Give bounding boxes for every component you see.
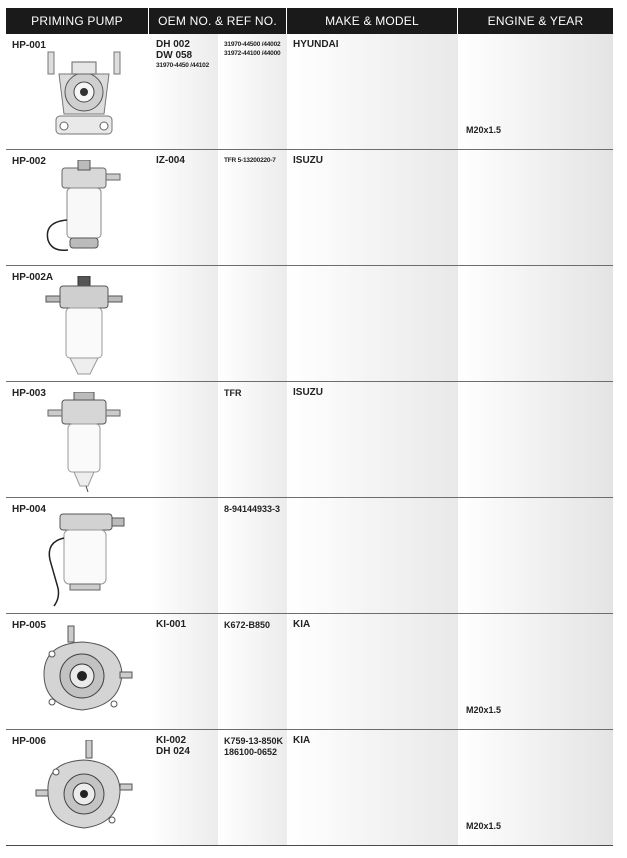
ref-number: K672-B850 (224, 620, 271, 630)
ref-cell (218, 498, 287, 613)
engine-cell (458, 498, 613, 613)
table-row (6, 498, 613, 614)
priming-pump-image (34, 624, 134, 724)
make-cell: HYUNDAI (287, 34, 458, 149)
ref-number: TFR (224, 388, 242, 398)
oem-cell (149, 614, 218, 729)
part-code: HP-006 (12, 736, 46, 747)
engine-cell (458, 266, 613, 381)
priming-pump-image (34, 508, 134, 608)
oem-number: DH 002 (156, 39, 190, 50)
ref-number: 8-94144933-3 (224, 504, 281, 514)
ref-cell (218, 150, 287, 265)
table-row (6, 266, 613, 382)
part-code: HP-002 (12, 156, 46, 167)
pump-cell (6, 266, 149, 381)
oem-number: IZ-004 (156, 155, 185, 166)
table-row (6, 614, 613, 730)
ref-number: TFR 5-13200220-7 (224, 157, 276, 164)
engine-cell (458, 730, 613, 845)
pump-cell (6, 498, 149, 613)
make-cell: KIA (287, 730, 458, 845)
ref-cell (218, 382, 287, 497)
parts-table (6, 8, 613, 846)
engine-cell (458, 150, 613, 265)
header-priming-pump: PRIMING PUMP (6, 8, 149, 34)
oem-cell (149, 150, 218, 265)
priming-pump-image (34, 160, 134, 260)
engine-spec: M20x1.5 (466, 705, 502, 715)
engine-cell (458, 382, 613, 497)
priming-pump-image (34, 740, 134, 840)
oem-cell (149, 498, 218, 613)
engine-spec: M20x1.5 (466, 125, 502, 135)
make-cell (287, 498, 458, 613)
table-header (6, 8, 613, 34)
ref-cell (218, 266, 287, 381)
part-code: HP-002A (12, 272, 54, 283)
part-code: HP-004 (12, 504, 46, 515)
oem-number: DH 024 (156, 746, 190, 757)
part-code: HP-005 (12, 620, 46, 631)
ref-cell (218, 730, 287, 845)
part-code: HP-003 (12, 388, 46, 399)
make-cell: KIA (287, 614, 458, 729)
table-row (6, 150, 613, 266)
engine-spec: M20x1.5 (466, 821, 502, 831)
ref-number: 186100-0652 (224, 747, 278, 757)
header-make-model: MAKE & MODEL (287, 8, 458, 34)
make-cell (287, 266, 458, 381)
priming-pump-image (34, 392, 134, 492)
pump-cell (6, 34, 149, 149)
engine-cell (458, 614, 613, 729)
table-row (6, 730, 613, 846)
table-row (6, 382, 613, 498)
ref-cell (218, 614, 287, 729)
engine-cell (458, 34, 613, 149)
oem-number: 31970-4450 /44102 (156, 62, 209, 69)
oem-number: DW 058 (156, 50, 193, 61)
table-row (6, 34, 613, 150)
pump-cell (6, 382, 149, 497)
pump-cell (6, 614, 149, 729)
ref-number: K759-13-850K (224, 736, 284, 746)
header-oem-ref: OEM NO. & REF NO. (149, 8, 287, 34)
ref-cell (218, 34, 287, 149)
oem-cell (149, 34, 218, 149)
oem-cell (149, 266, 218, 381)
priming-pump-image (34, 276, 134, 376)
header-engine-year: ENGINE & YEAR (487, 14, 584, 28)
pump-cell (6, 730, 149, 845)
ref-number: 31970-44500 /44002 (224, 41, 281, 48)
oem-cell (149, 382, 218, 497)
make-cell: ISUZU (287, 150, 458, 265)
ref-number: 31972-44100 /44000 (224, 50, 281, 57)
pump-cell (6, 150, 149, 265)
oem-cell (149, 730, 218, 845)
oem-number: KI-001 (156, 619, 187, 630)
make-cell: ISUZU (287, 382, 458, 497)
oem-number: KI-002 (156, 735, 187, 746)
priming-pump-image (34, 44, 134, 144)
part-code: HP-001 (12, 40, 46, 51)
